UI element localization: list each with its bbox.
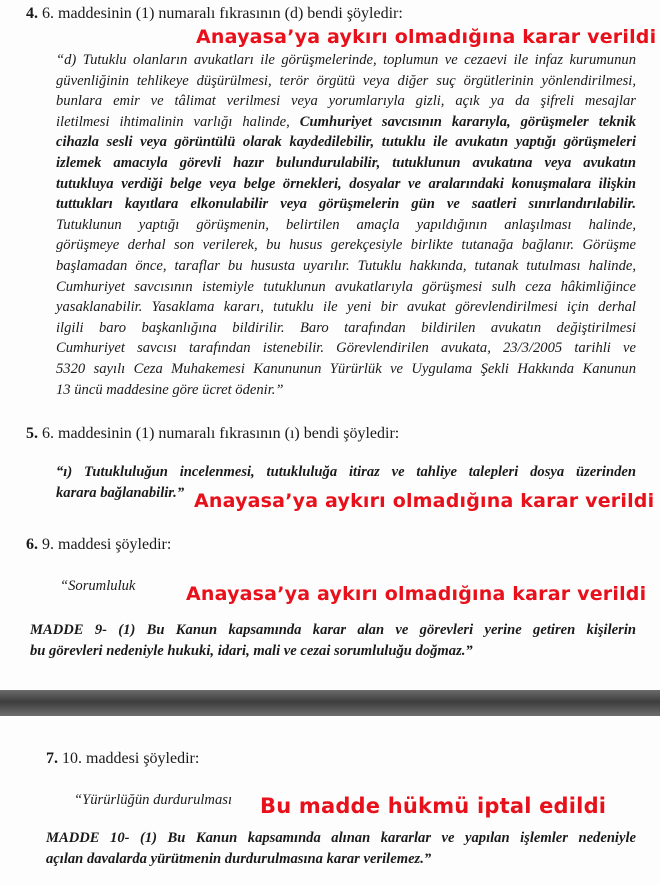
- text-segment: tutukluya verdiği belge veya belge örnekleri, dosyalar ve aralarındaki konuşmalara ilişkin: [56, 175, 636, 192]
- text-line: [56, 153, 636, 174]
- text-line: [56, 132, 636, 153]
- text-segment: iletilmesi ihtimalinin varlığı halinde,: [56, 113, 300, 130]
- page-separator: [0, 690, 660, 716]
- text-segment: tuttukları kayıtlara elkonulabilir veya görüşmelerin gün ve saatleri sınırlandırılabilir.: [56, 196, 636, 213]
- item-7-text: [46, 828, 636, 869]
- text-segment: güvenliğinin tehlikeye düşürülmesi, terör örgütü veya diğer suç örgütlerinin yönlendirilmesi,: [56, 72, 636, 89]
- text-segment: yasaklanabilir. Yasaklama kararı, tutuklu ile yeni bir avukat görevlendirilmesi için derhal: [56, 299, 636, 316]
- text-line: [56, 91, 636, 112]
- text-line: [46, 828, 636, 849]
- text-segment: Tutuklunun yaptığı görüşmenin, belirtilen amaçla yapıldığının anlaşılması halinde,: [56, 216, 636, 233]
- text-line: [30, 641, 636, 662]
- text-segment: ilgili baro başkanlığına bildirilir. Baro tarafından bildirilen avukatın değiştirilmesi: [56, 319, 636, 336]
- item-6-quote-title: “Sorumluluk: [60, 578, 136, 594]
- text-segment: 13 üncü maddesine göre ücret ödenir.”: [56, 381, 284, 398]
- text-line: [56, 297, 636, 318]
- text-line: [56, 235, 636, 256]
- text-line: [56, 380, 636, 401]
- text-line: [56, 50, 636, 71]
- text-line: [46, 849, 636, 870]
- text-line: [56, 318, 636, 339]
- text-line: [56, 277, 636, 298]
- text-segment: Cumhuriyet savcısının istemiyle tutuklunun avukatlarıyla görüşmesi sulh ceza hâkimliğince: [56, 278, 636, 295]
- item-7-heading: 7. 10. maddesi şöyledir:: [46, 750, 200, 767]
- text-segment: 5320 sayılı Ceza Muhakemesi Kanununun Yürürlük ve Uygulama Şekli Hakkında Kanunun: [56, 360, 636, 377]
- text-segment: “d) Tutuklu olanların avukatları ile görüşmelerinde, toplumun ve cezaevi ile infaz kurumunun: [56, 52, 636, 68]
- text-segment: izlemek amacıyla görevli hazır bulundurulabilir, tutuklunun avukatına veya avukatın: [56, 154, 636, 171]
- text-segment: açılan davalarda yürütmenin durdurulmasına karar verilemez.”: [46, 850, 432, 867]
- text-segment: Cumhuriyet savcısının kararıyla, görüşmeler teknik: [299, 113, 636, 130]
- text-segment: bunlara emir ve tâlimat verilmesi veya yorumlarıyla gizli, açık ya da şifreli mesajlar: [56, 93, 636, 110]
- item-4-heading: 4. 6. maddesinin (1) numaralı fıkrasının (d) bendi şöyledir:: [26, 5, 403, 22]
- text-line: [56, 462, 636, 483]
- text-line: [56, 71, 636, 92]
- text-segment: MADDE 10- (1) Bu Kanun kapsamında alınan kararlar ve yapılan işlemler nedeniyle: [46, 830, 636, 846]
- text-line: [30, 620, 636, 641]
- text-segment: başlamadan önce, taraflar bu hususta uyarılır. Tutuklu hakkında, tutanak tutulması halinde,: [56, 257, 636, 274]
- text-line: [56, 256, 636, 277]
- text-segment: bu görevleri nedeniyle hukuki, idari, mali ve cezai sorumluluğu doğmaz.”: [30, 642, 473, 659]
- item-6-stamp: Anayasa’ya aykırı olmadığına karar verildi: [186, 583, 647, 605]
- text-segment: cihazla sesli veya görüntülü olarak kaydedilebilir, tutuklu ile avukatın yaptığı görüşmeleri: [56, 134, 636, 151]
- text-segment: MADDE 9- (1) Bu Kanun kapsamında karar alan ve görevleri yerine getiren kişilerin: [30, 622, 636, 638]
- item-7-quote-title: “Yürürlüğün durdurulması: [74, 792, 233, 808]
- item-4-stamp: Anayasa’ya aykırı olmadığına karar verildi: [196, 26, 657, 48]
- item-6-text: [30, 620, 636, 661]
- text-line: [56, 174, 636, 195]
- text-line: [56, 215, 636, 236]
- item-7-stamp: Bu madde hükmü iptal edildi: [260, 794, 607, 818]
- item-5-stamp: Anayasa’ya aykırı olmadığına karar verildi: [194, 490, 655, 512]
- item-5-heading: 5. 6. maddesinin (1) numaralı fıkrasının (ı) bendi şöyledir:: [26, 425, 400, 442]
- text-line: [56, 112, 636, 133]
- document-page-2: [0, 716, 660, 885]
- text-segment: Cumhuriyet savcısı tarafından istenebilir. Görevlendirilen avukata, 23/3/2005 tarihli ve: [56, 340, 636, 357]
- text-line: [56, 194, 636, 215]
- item-4-text: [56, 50, 636, 400]
- text-segment: görüşmeye derhal son verilerek, bu husus gerekçesiyle birlikte tutanağa bağlanır. Görüşme: [56, 237, 636, 254]
- text-segment: karara bağlanabilir.”: [56, 484, 185, 501]
- text-line: [56, 338, 636, 359]
- text-line: [56, 359, 636, 380]
- item-6-heading: 6. 9. maddesi şöyledir:: [26, 536, 172, 553]
- text-segment: “ı) Tutukluluğun incelenmesi, tutukluluğa itiraz ve tahliye talepleri dosya üzerinden: [56, 464, 636, 480]
